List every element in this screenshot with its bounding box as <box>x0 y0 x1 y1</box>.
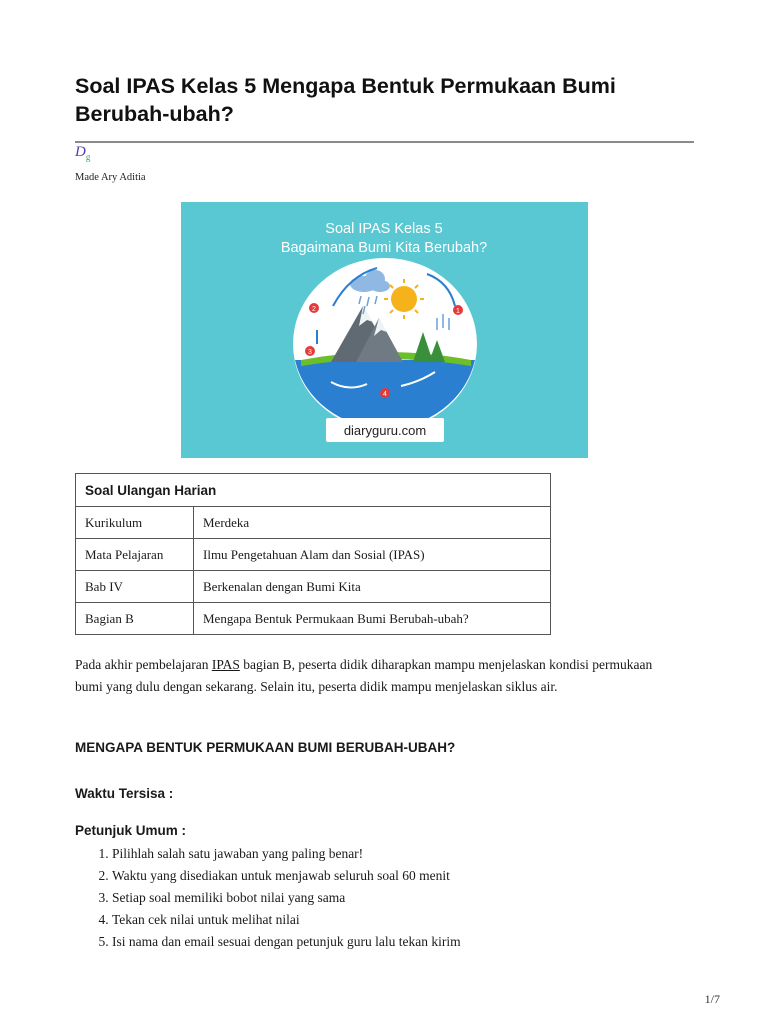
logo-sub: g <box>85 152 91 162</box>
marker-label: 4 <box>383 391 387 398</box>
list-item: 3. Setiap soal memiliki bobot nilai yang sama <box>112 887 461 909</box>
table-value: Berkenalan dengan Bumi Kita <box>194 571 551 603</box>
table-row <box>76 539 551 571</box>
table-key: Bagian B <box>76 603 194 635</box>
list-item: 4. Tekan cek nilai untuk melihat nilai <box>112 909 461 931</box>
author-name: Made Ary Aditia <box>75 172 146 183</box>
timer-label: Waktu Tersisa : <box>75 786 174 801</box>
marker-label: 3 <box>308 349 312 356</box>
water-cycle-illustration <box>293 258 477 430</box>
instructions-heading: Petunjuk Umum : <box>75 823 187 838</box>
intro-text-end: bagian B, peserta didik diharapkan mampu menjelaskan kondisi permukaan bumi yang dulu dengan sekarang. Selain itu, peserta didik mampu menjelaskan siklus air. <box>75 657 653 694</box>
list-item: 5. Isi nama dan email sesuai dengan petunjuk guru lalu tekan kirim <box>112 931 461 953</box>
marker-label: 2 <box>312 306 316 313</box>
table-row <box>76 603 551 635</box>
hero-heading-line1: Soal IPAS Kelas 5 <box>325 221 443 237</box>
table-value: Merdeka <box>194 507 551 539</box>
table-key: Kurikulum <box>76 507 194 539</box>
table-value: Ilmu Pengetahuan Alam dan Sosial (IPAS) <box>194 539 551 571</box>
page-number: 1/7 <box>704 992 720 1006</box>
section-title: MENGAPA BENTUK PERMUKAAN BUMI BERUBAH-UBAH? <box>75 740 456 755</box>
article-title: Soal IPAS Kelas 5 Mengapa Bentuk Permukaan Bumi Berubah-ubah? <box>75 74 616 126</box>
ipas-link[interactable]: IPAS <box>211 657 240 672</box>
table-row <box>76 507 551 539</box>
hero-image <box>181 202 588 458</box>
sun-icon <box>391 286 417 312</box>
info-table <box>75 473 551 635</box>
table-value: Mengapa Bentuk Permukaan Bumi Berubah-ubah? <box>194 603 551 635</box>
hero-heading-line2: Bagaimana Bumi Kita Berubah? <box>280 240 488 256</box>
marker-label: 1 <box>456 308 460 315</box>
intro-paragraph <box>75 654 665 697</box>
intro-text-start: Pada akhir pembelajaran <box>75 657 212 672</box>
logo-letter: D <box>75 144 86 160</box>
table-key: Mata Pelajaran <box>76 539 194 571</box>
table-row <box>76 571 551 603</box>
table-header-row <box>76 474 551 507</box>
site-logo[interactable] <box>75 144 90 162</box>
table-header: Soal Ulangan Harian <box>76 474 551 507</box>
title-divider <box>75 141 694 143</box>
instructions-list <box>75 843 461 953</box>
table-key: Bab IV <box>76 571 194 603</box>
site-label: diaryguru.com <box>343 423 427 438</box>
list-item: 2. Waktu yang disediakan untuk menjawab seluruh soal 60 menit <box>112 865 461 887</box>
list-item: 1. Pilihlah salah satu jawaban yang paling benar! <box>112 843 461 865</box>
